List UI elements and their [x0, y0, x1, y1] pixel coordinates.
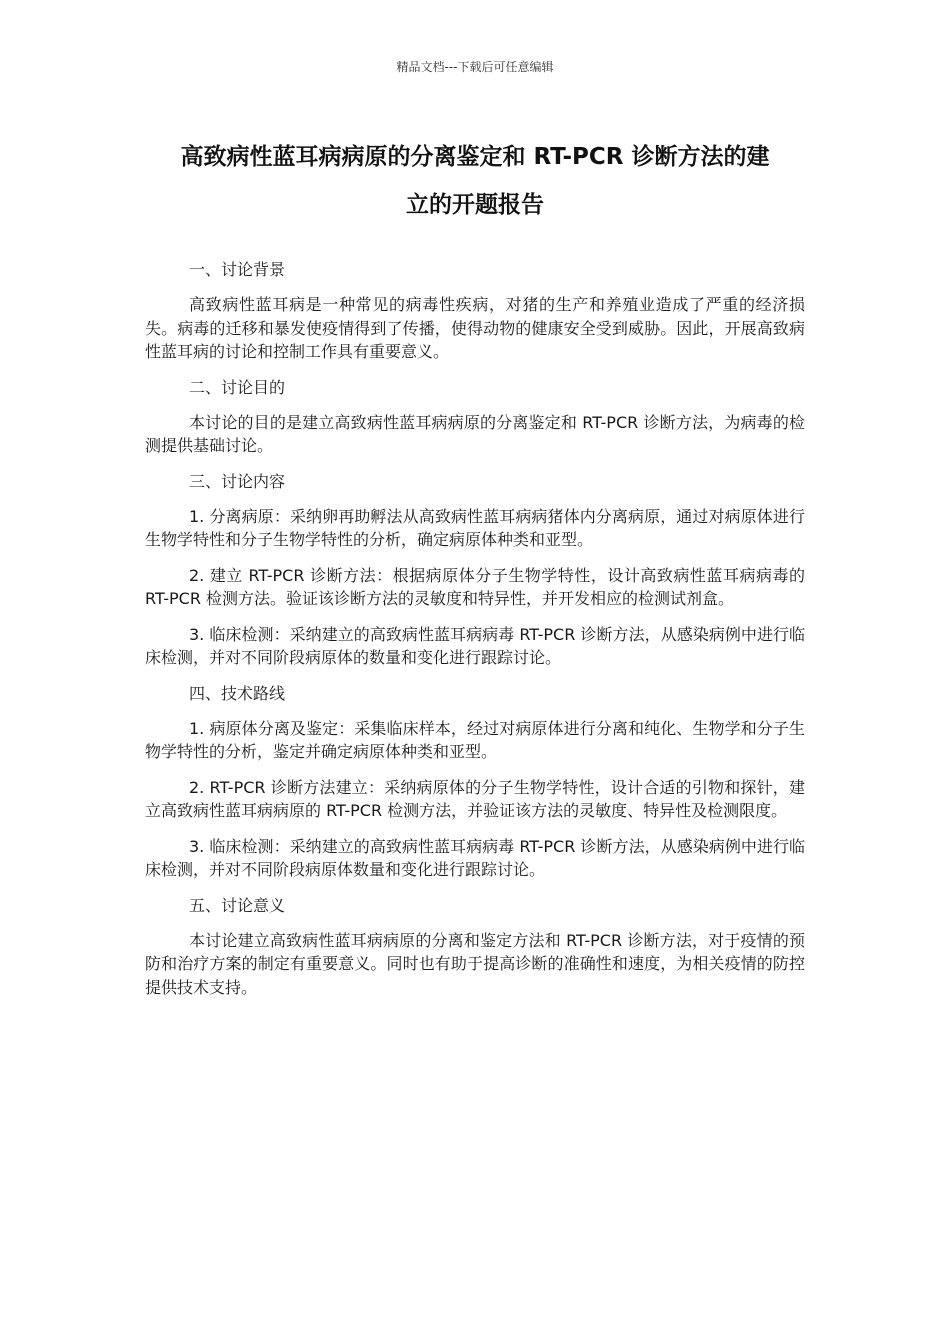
paragraph-route-1: 1. 病原体分离及鉴定：采集临床样本，经过对病原体进行分离和纯化、生物学和分子生物学特性的分析，鉴定并确定病原体种类和亚型。 [145, 718, 805, 761]
section-heading-content: 三、讨论内容 [189, 471, 286, 491]
document-title-line-2: 立的开题报告 [406, 192, 544, 218]
paragraph-route-3: 3. 临床检测：采纳建立的高致病性蓝耳病病毒 RT-PCR 诊断方法，从感染病例中进行临床检测，并对不同阶段病原体数量和变化进行跟踪讨论。 [145, 836, 805, 879]
section-heading-purpose: 二、讨论目的 [189, 377, 286, 397]
paragraph-purpose: 本讨论的目的是建立高致病性蓝耳病病原的分离鉴定和 RT-PCR 诊断方法，为病毒的检测提供基础讨论。 [145, 412, 805, 455]
document-title [145, 133, 805, 229]
paragraph-significance: 本讨论建立高致病性蓝耳病病原的分离和鉴定方法和 RT-PCR 诊断方法，对于疫情的预防和治疗方案的制定有重要意义。同时也有助于提高诊断的准确性和速度，为相关疫情的防控提供技术支持。 [145, 930, 805, 997]
section-heading-route: 四、技术路线 [189, 683, 286, 703]
section-heading-significance: 五、讨论意义 [189, 895, 286, 915]
paragraph-content-2: 2. 建立 RT-PCR 诊断方法：根据病原体分子生物学特性，设计高致病性蓝耳病病毒的 RT-PCR 检测方法。验证该诊断方法的灵敏度和特异性，并开发相应的检测试剂盒。 [145, 565, 805, 608]
paragraph-content-1: 1. 分离病原：采纳卵再助孵法从高致病性蓝耳病病猪体内分离病原，通过对病原体进行生物学特性和分子生物学特性的分析，确定病原体种类和亚型。 [145, 506, 805, 549]
page-header: 精品文档---下载后可任意编辑 [396, 60, 554, 74]
section-heading-background: 一、讨论背景 [189, 260, 286, 279]
document-title-line-1: 高致病性蓝耳病病原的分离鉴定和 RT-PCR 诊断方法的建 [180, 144, 770, 170]
paragraph-background: 高致病性蓝耳病是一种常见的病毒性疾病，对猪的生产和养殖业造成了严重的经济损失。病毒的迁移和暴发使疫情得到了传播，使得动物的健康安全受到威胁。因此，开展高致病性蓝耳病的讨论和控制工作具有重要意义。 [145, 295, 805, 361]
paragraph-content-3: 3. 临床检测：采纳建立的高致病性蓝耳病病毒 RT-PCR 诊断方法，从感染病例中进行临床检测，并对不同阶段病原体的数量和变化进行跟踪讨论。 [145, 624, 805, 667]
paragraph-route-2: 2. RT-PCR 诊断方法建立：采纳病原体的分子生物学特性，设计合适的引物和探针，建立高致病性蓝耳病病原的 RT-PCR 检测方法，并验证该方法的灵敏度、特异性及检测限度。 [145, 777, 805, 820]
document-body [145, 258, 805, 1011]
